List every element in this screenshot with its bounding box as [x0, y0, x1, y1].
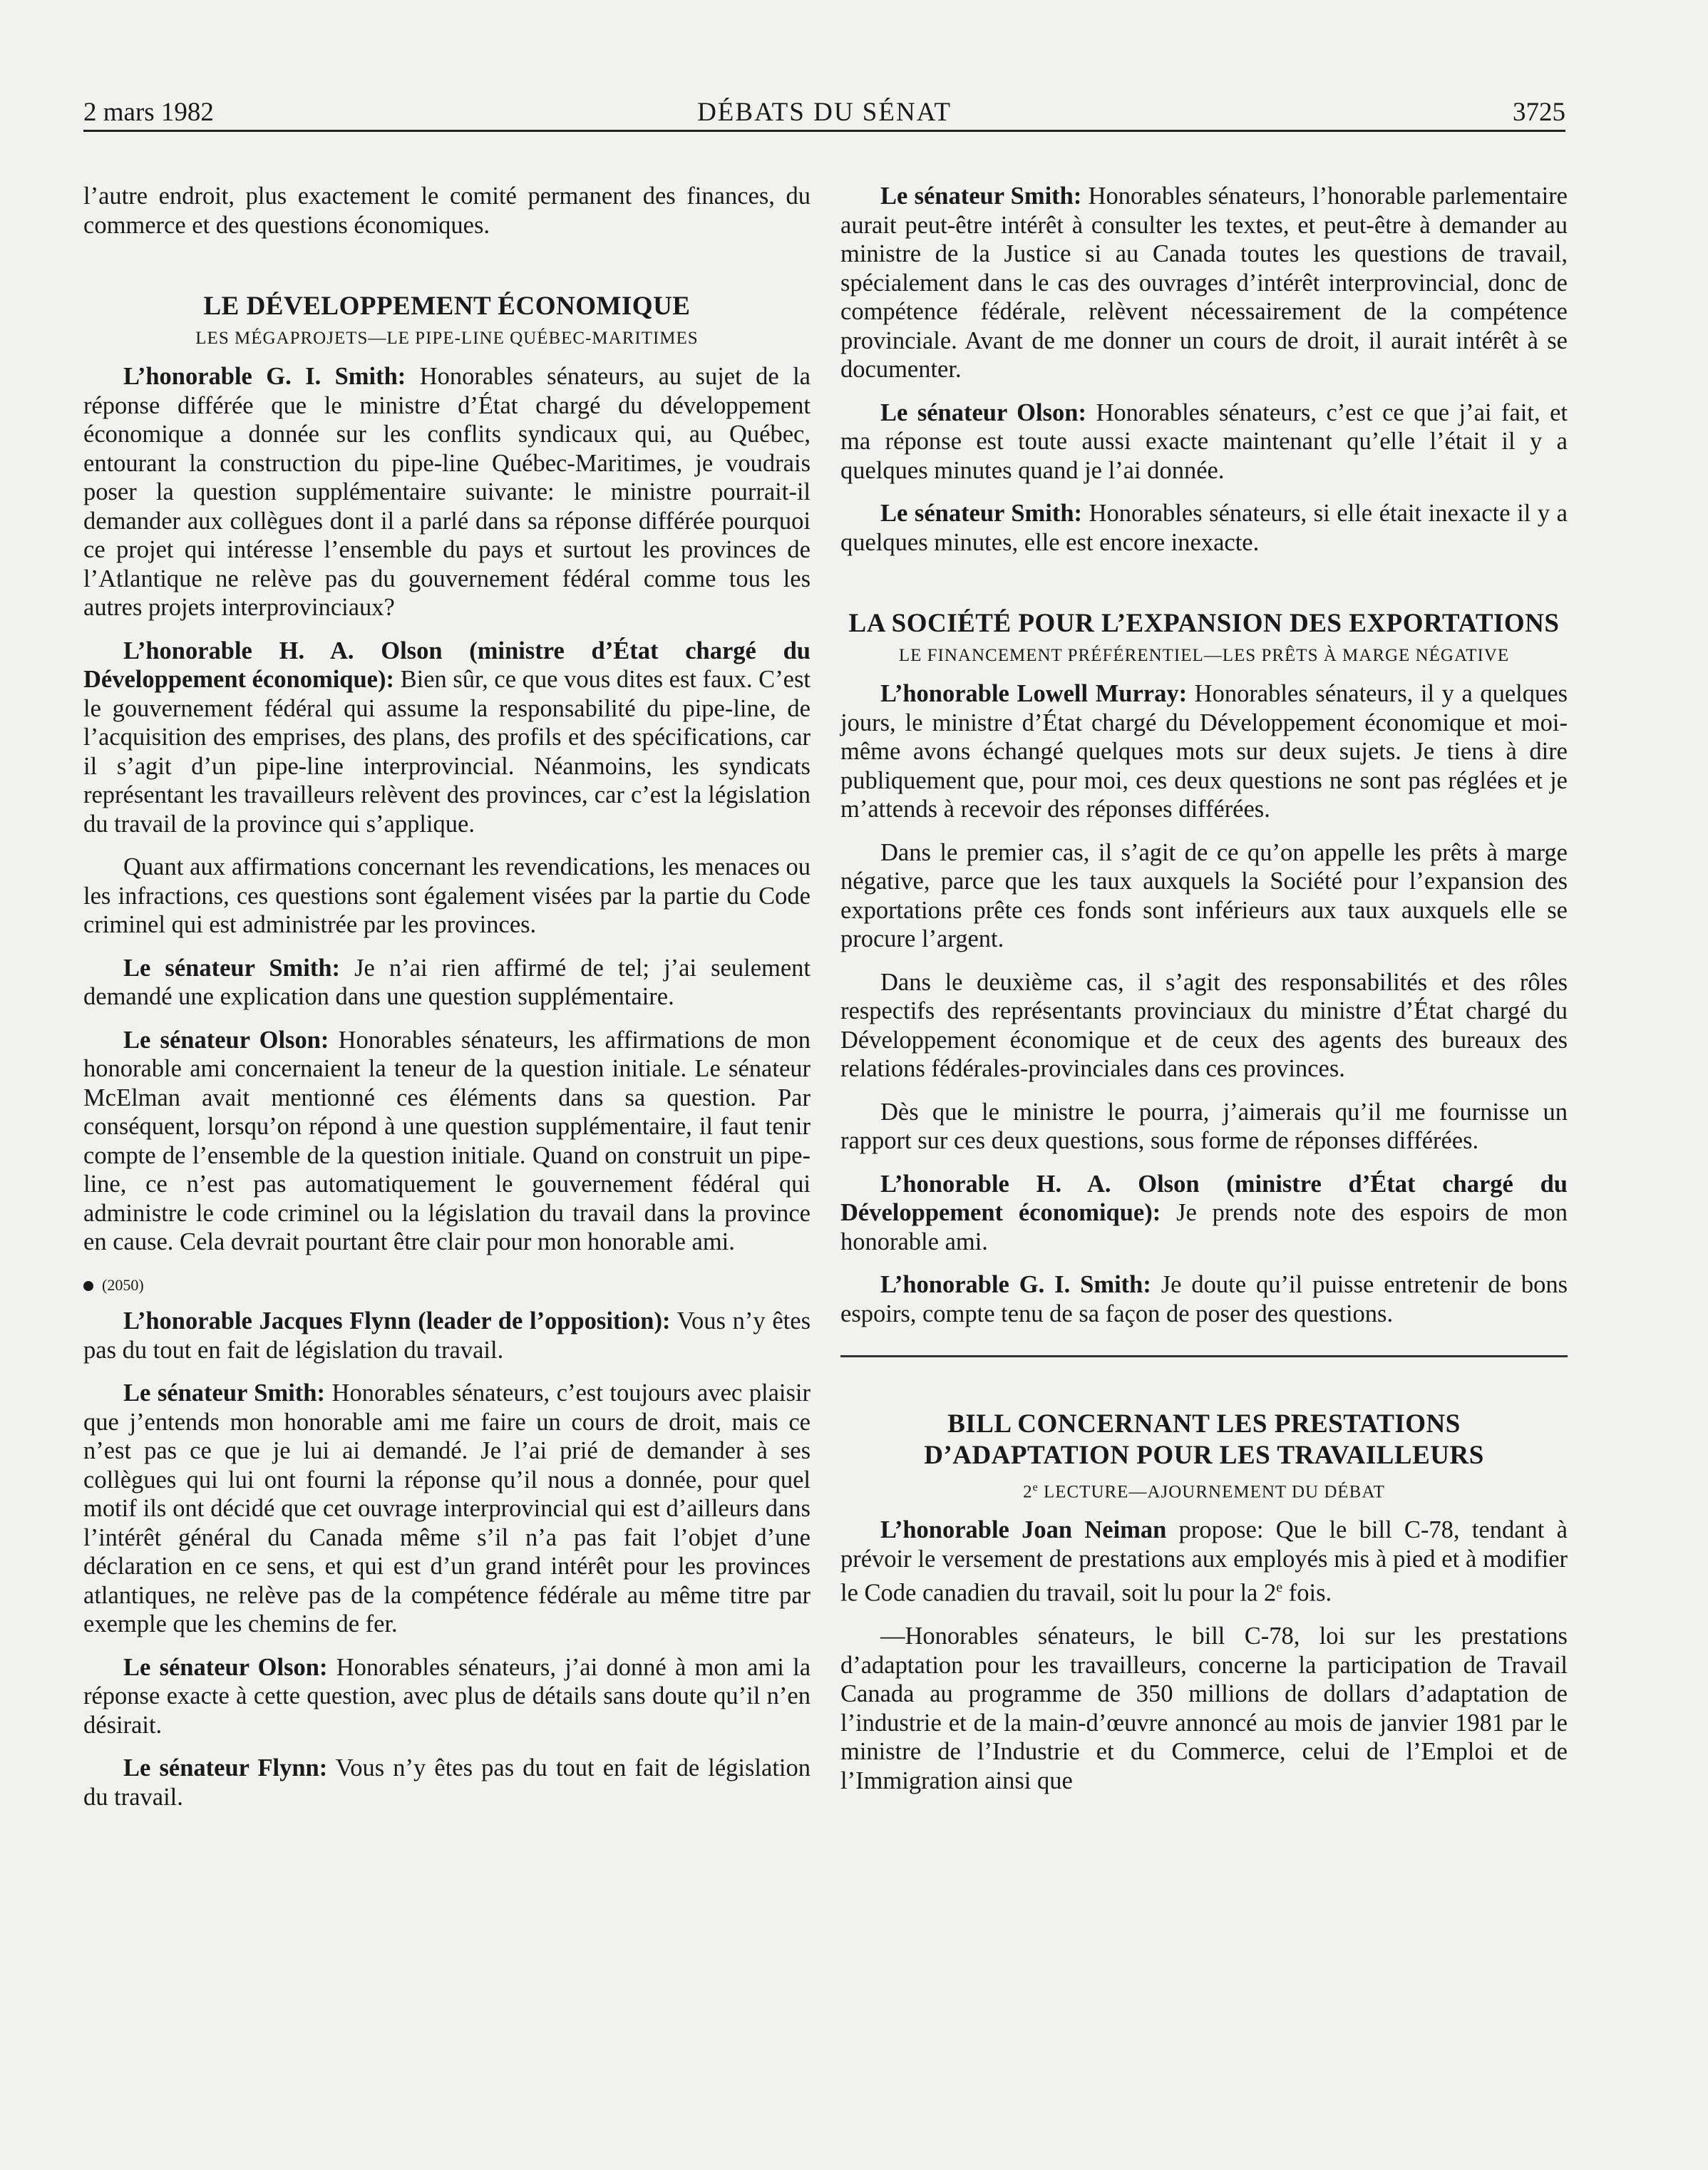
speaker: Le sénateur Olson:: [123, 1026, 329, 1054]
speaker: L’honorable Joan Neiman: [880, 1516, 1167, 1544]
section-subheading: [840, 1476, 1568, 1504]
paragraph: [83, 1307, 811, 1364]
speech-text: Honorables sénateurs, au sujet de la réponse différée que le ministre d’État chargé du développement économique a donnée sur les conflits syndicaux qui, au Québec, entourant la construction du pipe-line Québec-Maritimes, je voudrais poser la question supplémentaire suivante: le ministre pourrait-il demander aux collègues dont il a parlé dans sa réponse différée pourquoi ce projet qui intéresse l’ensemble du pays et surtout les provinces de l’Atlantique ne relève pas du gouvernement fédéral comme tous les autres projets interprovinciaux?: [83, 363, 811, 621]
header-date: 2 mars 1982: [83, 98, 214, 127]
speech-text: Bien sûr, ce que vous dites est faux. C’est le gouvernement fédéral qui assume la responsabilité du pipe-line, de l’acquisition des emprises, des plans, des profils et des spécifications, car il s’agit d’un pipe-line interprovincial. Néanmoins, les syndicats représentant les travailleurs relèvent des provinces, car c’est la législation du travail de la province qui s’applique.: [83, 666, 811, 838]
speech-text: Honorables sénateurs, j’ai donné à mon ami la réponse exacte à cette question, avec plus de détails sans doute qu’il n’en désirait.: [83, 1653, 811, 1739]
paragraph: [83, 954, 811, 1012]
subheading-text: LECTURE—AJOURNEMENT DU DÉBAT: [1038, 1482, 1385, 1502]
speaker: Le sénateur Smith:: [880, 182, 1082, 210]
paragraph: [83, 362, 811, 622]
heading-line: D’ADAPTATION POUR LES TRAVAILLEURS: [924, 1441, 1484, 1470]
section-heading: [840, 1409, 1568, 1471]
paragraph: [840, 398, 1568, 485]
speech-text: fois.: [1282, 1579, 1332, 1607]
section-subheading: LE FINANCEMENT PRÉFÉRENTIEL—LES PRÊTS À MARGE NÉGATIVE: [898, 646, 1510, 665]
speaker: Le sénateur Smith:: [123, 954, 341, 982]
header-title: DÉBATS DU SÉNAT: [697, 98, 952, 127]
speaker: Le sénateur Olson:: [123, 1653, 328, 1681]
speech-text: Honorables sénateurs, l’honorable parlementaire aurait peut-être intérêt à consulter les textes, et peut-être à demander au ministre de la Justice si au Canada toutes les questions de travail, spécialement dans le cas des ouvrages d’intérêt interprovincial, donc de compétence fédérale, relèvent nécessairement de la compétence provinciale. Avant de me donner un cours de droit, il aurait intérêt à se documenter.: [840, 182, 1568, 383]
section-heading: LA SOCIÉTÉ POUR L’EXPANSION DES EXPORTATIONS: [848, 609, 1560, 638]
speech-text: Je doute qu’il puisse entretenir de bons espoirs, compte tenu de sa façon de poser des questions.: [840, 1271, 1568, 1327]
time-marker: [83, 1271, 811, 1300]
speech-text: Honorables sénateurs, c’est ce que j’ai fait, et ma réponse est toute aussi exacte maintenant qu’elle l’était il y a quelques minutes quand je l’ai donnée.: [840, 398, 1568, 484]
header-page-number: 3725: [1513, 98, 1565, 127]
speaker: L’honorable G. I. Smith:: [123, 363, 406, 390]
speech-text: Honorables sénateurs, si elle était inexacte il y a quelques minutes, elle est encore inexacte.: [840, 500, 1568, 556]
page-header: [83, 93, 1565, 132]
speaker: Le sénateur Smith:: [123, 1379, 325, 1407]
speaker: Le sénateur Olson:: [880, 398, 1086, 426]
speaker: Le sénateur Flynn:: [123, 1754, 328, 1781]
speaker: L’honorable Lowell Murray:: [880, 680, 1188, 707]
paragraph: Dès que le ministre le pourra, j’aimerais qu’il me fournisse un rapport sur ces deux questions, sous forme de réponses différées.: [840, 1098, 1568, 1154]
paragraph: Quant aux affirmations concernant les revendications, les menaces ou les infractions, ces questions sont également visées par la partie du Code criminel qui est administrée par les provinces.: [83, 853, 811, 938]
paragraph: [840, 679, 1568, 824]
left-column: [83, 182, 811, 1826]
paragraph: l’autre endroit, plus exactement le comité permanent des finances, du commerce et des questions économiques.: [83, 182, 811, 239]
right-column: [840, 182, 1568, 1809]
section-subheading: LES MÉGAPROJETS—LE PIPE-LINE QUÉBEC-MARITIMES: [195, 329, 699, 348]
paragraph: [83, 1754, 811, 1811]
speaker: L’honorable Jacques Flynn (leader de l’opposition):: [123, 1307, 671, 1335]
paragraph: Dans le premier cas, il s’agit de ce qu’on appelle les prêts à marge négative, parce que les taux auxquels la Société pour l’expansion des exportations prête ces fonds sont inférieurs aux taux auxquels elle se procure l’argent.: [840, 838, 1568, 952]
paragraph: [83, 1653, 811, 1740]
section-heading: LE DÉVELOPPEMENT ÉCONOMIQUE: [203, 292, 691, 321]
time-marker-text: (2050): [102, 1275, 144, 1294]
speaker: Le sénateur Smith:: [880, 500, 1082, 527]
paragraph: [840, 499, 1568, 557]
ordinal-suffix: e: [1032, 1481, 1039, 1493]
speech-text: Je n’ai rien affirmé de tel; j’ai seulement demandé une explication dans une question supplémentaire.: [83, 954, 811, 1010]
speaker: L’honorable H. A. Olson (ministre d’État chargé du Développement économique):: [83, 637, 811, 693]
paragraph: [83, 1026, 811, 1257]
reading-number: 2: [1023, 1482, 1033, 1502]
speaker: L’honorable G. I. Smith:: [880, 1271, 1151, 1298]
paragraph: [83, 1379, 811, 1639]
speech-text: Honorables sénateurs, les affirmations de mon honorable ami concernaient la teneur de la question initiale. Le sénateur McElman avait mentionné ces éléments dans sa question. Par conséquent, lorsqu’on répond à une question supplémentaire, il faut tenir compte de l’ensemble de la question initiale. Quand on construit un pipe-line, ce n’est pas automatiquement le gouvernement fédéral qui administre le code criminel ou la législation du travail dans la province en cause. Cela devrait pourtant être clair pour mon honorable ami.: [83, 1026, 811, 1255]
speech-text: propose: Que le bill C-78, tendant à prévoir le versement de prestations aux employés mis à pied et à modifier le Code canadien du travail, soit lu pour la 2: [840, 1516, 1568, 1607]
paragraph: [840, 182, 1568, 384]
ordinal-suffix: e: [1276, 1580, 1283, 1596]
speech-text: Je prends note des espoirs de mon honorable ami.: [840, 1199, 1568, 1255]
paragraph: [840, 1270, 1568, 1328]
speech-text: Vous n’y êtes pas du tout en fait de législation du travail.: [83, 1754, 811, 1811]
bullet-icon: [83, 1281, 93, 1291]
speech-text: Honorables sénateurs, il y a quelques jours, le ministre d’État chargé du Développement économique et moi-même avons échangé quelques mots sur deux sujets. Je tiens à dire publiquement que, pour moi, ces deux questions ne sont pas réglées et je m’attends à recevoir des réponses différées.: [840, 680, 1568, 823]
section-divider: [840, 1355, 1568, 1357]
paragraph: —Honorables sénateurs, le bill C-78, loi sur les prestations d’adaptation pour les travailleurs, concerne la participation de Travail Canada au programme de 350 millions de dollars d’adaptation de l’industrie et de la main-d’œuvre annoncé au mois de janvier 1981 par le ministre de l’Industrie et du Commerce, celui de l’Emploi et de l’Immigration ainsi que: [840, 1623, 1568, 1794]
paragraph: [840, 1170, 1568, 1257]
paragraph: [840, 1516, 1568, 1608]
speech-text: Vous n’y êtes pas du tout en fait de législation du travail.: [83, 1307, 811, 1364]
paragraph: Dans le deuxième cas, il s’agit des responsabilités et des rôles respectifs des représentants provinciaux du ministre d’État chargé du Développement économique et de ceux des agents des bureaux des relations fédérales-provinciales dans ces provinces.: [840, 968, 1568, 1082]
heading-line: BILL CONCERNANT LES PRESTATIONS: [947, 1409, 1461, 1439]
speaker: L’honorable H. A. Olson (ministre d’État chargé du Développement économique):: [840, 1170, 1568, 1226]
paragraph: [83, 637, 811, 839]
speech-text: Honorables sénateurs, c’est toujours avec plaisir que j’entends mon honorable ami me faire un cours de droit, mais ce n’est pas ce que je lui ai demandé. Je l’ai prié de demander à ses collègues qui lui ont fourni la réponse qu’il nous a donnée, pour quel motif ils ont décidé que cet ouvrage interprovincial qui est d’ailleurs dans l’intérêt général du Canada même s’il n’a pas fait l’objet d’une déclaration en ce sens, et qui est d’un grand intérêt pour les provinces atlantiques, ne relève pas de la compétence fédérale au même titre par exemple que les chemins de fer.: [83, 1379, 811, 1637]
